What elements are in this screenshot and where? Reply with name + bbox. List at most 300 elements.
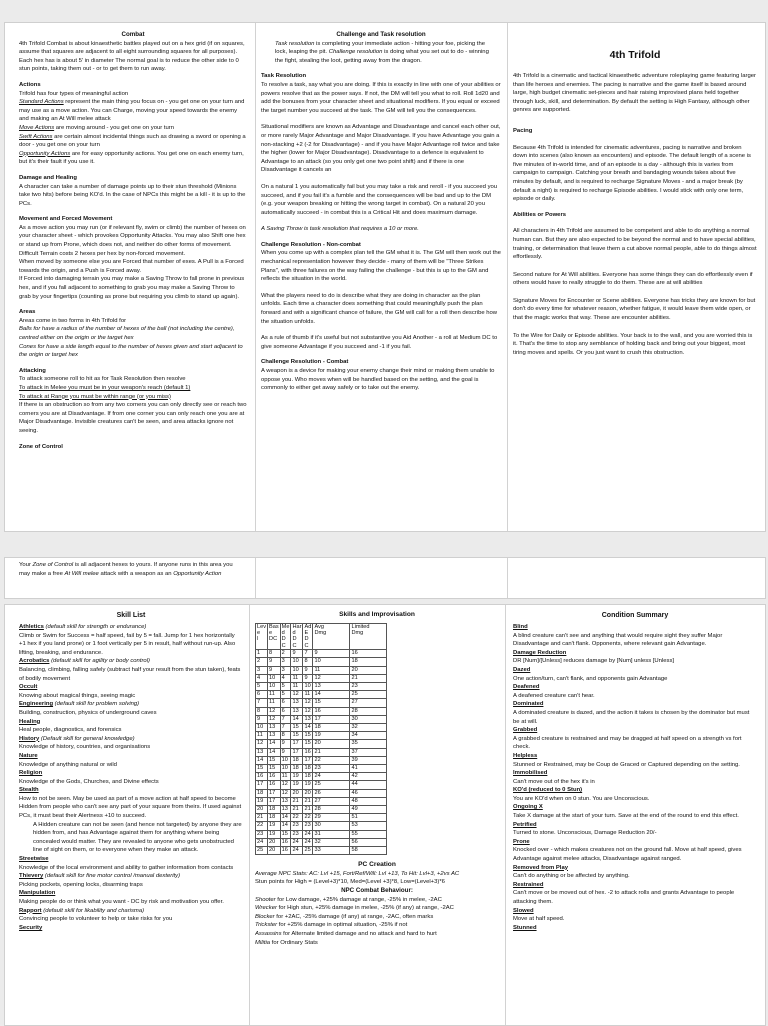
table-cell: 18	[303, 765, 313, 773]
condition-name: Dominated	[513, 701, 544, 708]
condition-name: Stunned	[513, 924, 537, 931]
saving-throw-text: A Saving Throw is task resolution that requires a 10 or more.	[261, 226, 419, 233]
skill-name: History	[19, 735, 40, 742]
table-row	[256, 674, 387, 682]
attacking-text-2: If there is an obstruction so from any two corners you can only directly see or reach two corners you are at Disadvantage. If from one corner you can only reach one you are at Major Disadvantage. Invisible creatures can't be seen, and area attacks ignore not seeing.	[19, 402, 247, 434]
zone-heading: Zone of Control	[19, 443, 63, 450]
table-cell: 23	[303, 822, 313, 830]
table-cell: 20	[350, 666, 387, 674]
condition-name: Ongoing X	[513, 804, 543, 811]
header-fragment: Limited	[351, 623, 370, 630]
column-divider	[255, 558, 256, 598]
table-row	[256, 658, 387, 666]
npc-type: Shooter	[255, 896, 276, 903]
skill-name: Healing	[19, 718, 41, 725]
table-cell: 48	[350, 797, 387, 805]
table-cell: 21	[313, 748, 350, 756]
table-cell: 55	[350, 830, 387, 838]
reference-page	[4, 604, 766, 1026]
table-row	[256, 847, 387, 855]
zone-of-control-box	[4, 557, 766, 599]
table-cell: 10	[280, 756, 291, 764]
table-cell: 7	[280, 724, 291, 732]
table-cell: 11	[268, 699, 281, 707]
conditions-title: Condition Summary	[601, 612, 669, 619]
table-cell: 21	[350, 674, 387, 682]
situational-text: Situational modifiers are known as Advantage and Disadvantage and cancel each other out, or more rarely Major Advantage and Major Disadvantage. If you have Advantage you gain a non-stacking +2 (-2 for Disadvantage) - and if you have Major Advantage roll twice and take the higher (lower for Major Disadvantage). Disadvantage to a defence is equivalent to Advantage to an attack (so you only get one two point shift) and if there is one Disadvantage it cancels an	[261, 124, 501, 174]
condition-list	[513, 623, 757, 932]
table-cell: 24	[313, 773, 350, 781]
skill-heading-line	[19, 657, 243, 666]
table-cell: 16	[280, 847, 291, 855]
npc-behaviour-list	[255, 896, 499, 948]
table-cell: 23	[291, 822, 303, 830]
table-cell: 18	[268, 814, 281, 822]
table-cell: 9	[268, 658, 281, 666]
table-cell: 17	[268, 797, 281, 805]
table-cell: 30	[350, 715, 387, 723]
table-row	[256, 838, 387, 846]
table-cell: 19	[268, 822, 281, 830]
areas-balls: Balls for have a radius of the number of hexes of the ball (not including the centre), centred either on the origin or the target hex	[19, 326, 235, 341]
skill-description: Convincing people to volunteer to help or take risks for you	[19, 916, 173, 923]
skill-list-column	[19, 611, 243, 1025]
skill-description: Knowledge of the Gods, Churches, and Divine effects	[19, 778, 159, 785]
skill-heading-line	[19, 735, 243, 744]
table-cell: 13	[268, 724, 281, 732]
skill-sub-description: A Hidden creature can not be seen (and hence not targeted) by anyone they are hidden from, and has Advantage against them for anything where being concealed would matter. They are revealed to anyone who gets unobstructed line of sight on them, or to everyone when they make an attack.	[33, 821, 242, 854]
skill-description: Building, construction, physics of underground caves	[19, 709, 157, 716]
skill-description: Balancing, climbing, falling safely (subtract half your result from the stun taken), feats of bodily movement	[19, 666, 241, 682]
pc-stun-line: Stun points for High = (Level+3)*10, Med=(Level +3)*8, Low=(Level+3)*6	[255, 879, 445, 886]
table-cell: 19	[313, 732, 350, 740]
table-cell: 13	[291, 707, 303, 715]
table-cell: 18	[350, 658, 387, 666]
table-cell: 19	[303, 781, 313, 789]
skill-description: Climb or Swim for Success = half speed, fail by 5 = fall. Jump for 1 hex horizontally +1 hex if you land prone) or 1 foot vertically per 5 in result, half without run-up. Also lifting, breaking, and endurance.	[19, 632, 236, 656]
table-cell: 15	[268, 756, 281, 764]
npc-type: Blocker	[255, 913, 275, 920]
zone-text: Your	[19, 562, 33, 568]
table-cell: 32	[313, 838, 350, 846]
areas-heading: Areas	[19, 309, 36, 316]
table-row	[256, 797, 387, 805]
npc-behaviour-line	[255, 896, 499, 905]
action-text: are certain almost incidental things such as drawing a sword or opening a door - you get one on your turn	[19, 133, 246, 149]
zone-of-control-text	[19, 561, 245, 595]
table-cell: 13	[313, 683, 350, 691]
header-fragment: Dmg	[351, 630, 364, 636]
npc-behaviour-line	[255, 921, 499, 930]
column-divider	[507, 23, 508, 531]
table-cell: 23	[350, 683, 387, 691]
table-cell: 53	[350, 822, 387, 830]
skill-heading-line	[19, 769, 243, 778]
players-text: What the players need to do is describe what they are doing in character as the plan unfolds. Each time a character does something that could meaningfully push the plan forward and with a significant chance of failure, the GM will call for a roll then describe how the situation unfolds.	[261, 292, 498, 325]
header-fragment: d	[292, 630, 296, 636]
condition-description: A blind creature can't see and anything that would require sight they suffer Major Disadvantage and can't flank. Opponents, where relevant gain Advantage.	[513, 632, 723, 648]
table-cell: 16	[268, 773, 281, 781]
condition-description: Move at half speed.	[513, 916, 565, 923]
trifold-title: 4th Trifold	[609, 49, 661, 61]
npc-behaviour-heading: NPC Combat Behaviour:	[341, 887, 413, 895]
table-cell: 25	[313, 781, 350, 789]
condition-name: Damage Reduction	[513, 649, 567, 656]
table-header-cell	[291, 623, 303, 650]
table-cell: 10	[268, 683, 281, 691]
pc-creation-title: PC Creation	[358, 861, 396, 869]
table-row	[256, 691, 387, 699]
table-cell: 13	[280, 806, 291, 814]
column-divider	[507, 558, 508, 598]
header-fragment: l	[257, 636, 259, 643]
combat-resolution-text: A weapon is a device for making your enemy change their mind or making them unable to oppose you. Who moves when will be handled based on the setting, and the goal is commonly to either get away safely or to take out the enemy.	[261, 368, 495, 392]
table-cell: 3	[280, 658, 291, 666]
abilities-text: All characters in 4th Trifold are assumed to be competent and able to do anything a normal human can. But they are also expected to be beyond the normal and to have special abilities, training, or determination that leave them a cut above normal people, able to do things almost effortlessly.	[513, 228, 757, 261]
table-cell: 18	[303, 773, 313, 781]
table-cell: 24	[291, 838, 303, 846]
table-cell: 20	[268, 838, 281, 846]
npc-description: for +25% damage in optimal situation, -25% if not	[277, 922, 408, 929]
header-fragment: E	[304, 630, 309, 636]
skill-note: (default skill for problem solving)	[53, 701, 140, 708]
table-cell: 4	[256, 674, 268, 682]
attacking-melee: To attack in Melee you must be in your weapon's reach (default 1)	[19, 384, 191, 391]
skill-note: (default skill for agility or body control)	[49, 658, 150, 665]
table-cell: 30	[313, 822, 350, 830]
npc-description: for Alternate limited damage and no attack and hard to hurt	[281, 931, 437, 938]
table-cell: 14	[303, 724, 313, 732]
table-cell: 12	[303, 699, 313, 707]
skill-name: Security	[19, 924, 43, 931]
condition-description: One action/turn, can't flank, and opponents gain Advantage	[513, 675, 668, 682]
action-text: are for easy opportunity actions. You get one on each enemy turn, but it's their fault if you use it.	[19, 150, 244, 166]
table-cell: 39	[350, 756, 387, 764]
npc-type: Assassins	[255, 931, 282, 938]
npc-type: Militia	[255, 939, 271, 946]
table-cell: 22	[313, 756, 350, 764]
attacking-text: To attack someone roll to hit as for Task Resolution then resolve	[19, 376, 186, 383]
table-cell: 27	[313, 797, 350, 805]
skill-heading-line	[19, 718, 243, 727]
skill-description: Making people do or think what you want - DC by risk and motivation you offer.	[19, 899, 224, 905]
action-text: are moving around - you get one on your turn	[54, 124, 174, 131]
condition-description: A dominated creature is dazed, and the action it takes is chosen by the dominator but must be at will.	[513, 709, 750, 725]
table-cell: 24	[291, 847, 303, 855]
table-cell: 7	[280, 715, 291, 723]
condition-name: Dazed	[513, 666, 531, 673]
table-cell: 14	[280, 814, 291, 822]
header-fragment: C	[281, 642, 286, 649]
table-cell: 23	[313, 765, 350, 773]
condition-name: Immobilised	[513, 770, 548, 777]
challenge-title: Challenge and Task resolution	[336, 31, 426, 38]
condition-name: Slowed	[513, 907, 534, 914]
table-cell: 21	[303, 806, 313, 814]
table-row	[256, 789, 387, 797]
actions-intro: Trifold has four types of meaningful action	[19, 90, 129, 97]
intro-text: is doing what you set out to do - winning the fight, stealing the loot, getting away from the dragon.	[275, 49, 489, 64]
table-cell: 22	[291, 814, 303, 822]
condition-name: Prone	[513, 838, 530, 845]
trifold-intro: 4th Trifold is a cinematic and tactical kinaesthetic adventure roleplaying game featuring larger than life heroes and enemies. The pacing is narrative and the game itself is based around large, high budget cinematic set-pieces and hair raising improvised plans held together through luck, skill, and determination. By default the setting is High Fantasy, although other genres are supported.	[513, 73, 756, 114]
table-cell: 15	[303, 732, 313, 740]
condition-description: DR [Num]/[Unless] reduces damage by [Num] unless [Unless]	[513, 658, 675, 665]
table-cell: 1	[256, 650, 268, 658]
pacing-text: Because 4th Trifold is intended for cinematic adventures, pacing is narrative and broken down into scenes (also known as encounters) and episode. The default length of a scene is five minutes of in-world time, and of an episode is a day - although this is varies from campaign to campaign. Catching your breath and bandaging wounds takes about five minutes by default, and is required to recharge Signature Moves - and a major break (by default a night) is required to recharge Episode abilities. I would stick with only one term, episode or daily.	[513, 144, 751, 203]
table-body	[256, 650, 387, 855]
header-fragment: Dmg	[314, 630, 327, 636]
table-cell: 6	[280, 707, 291, 715]
table-cell: 15	[268, 765, 281, 773]
table-cell: 16	[280, 838, 291, 846]
table-cell: 16	[313, 707, 350, 715]
table-cell: 15	[303, 740, 313, 748]
condition-name: Grabbed	[513, 727, 538, 734]
table-cell: 35	[350, 740, 387, 748]
npc-behaviour-line	[255, 930, 499, 939]
table-cell: 2	[280, 650, 291, 658]
table-cell: 9	[303, 674, 313, 682]
table-cell: 21	[291, 797, 303, 805]
table-cell: 24	[303, 838, 313, 846]
table-cell: 34	[350, 732, 387, 740]
condition-description: A deafened creature can't hear.	[513, 692, 595, 699]
skill-description: Picking pockets, opening locks, disarming traps	[19, 881, 143, 888]
table-cell: 17	[268, 789, 281, 797]
skill-name: Streetwise	[19, 856, 49, 863]
table-row	[256, 773, 387, 781]
areas-text: Areas come in two forms in 4th Trifold for	[19, 317, 127, 324]
condition-description: Can't do anything or be affected by anything.	[513, 873, 630, 880]
table-cell: 16	[350, 650, 387, 658]
table-cell: 4	[280, 674, 291, 682]
attacking-heading: Attacking	[19, 367, 46, 374]
npc-description: for Low damage, +25% damage at range, -25% in melee, -2AC	[275, 896, 442, 903]
table-cell: 17	[303, 756, 313, 764]
table-cell: 5	[280, 691, 291, 699]
combat-resolution-heading: Challenge Resolution - Combat	[261, 359, 349, 366]
table-cell: 15	[291, 724, 303, 732]
table-cell: 23	[256, 830, 268, 838]
table-cell: 14	[280, 822, 291, 830]
table-cell: 19	[256, 797, 268, 805]
skill-heading-line	[19, 855, 243, 864]
skill-heading-line	[19, 924, 243, 933]
skill-name: Religion	[19, 770, 43, 777]
table-cell: 13	[291, 699, 303, 707]
skill-heading-line	[19, 752, 243, 761]
skill-description: How to not be seen. May be used as part of a move action at half speed to become Hidden from people who can't see any part of your square from theirs. If used against PCs, it must beat their Alertness +10 to succeed.	[19, 795, 242, 820]
table-cell: 11	[291, 674, 303, 682]
table-cell: 13	[268, 732, 281, 740]
table-cell: 25	[350, 691, 387, 699]
skill-note: (default skill for fine motor control /manual dexterity)	[43, 873, 181, 880]
table-header-cell	[280, 623, 291, 650]
table-cell: 10	[291, 658, 303, 666]
action-term: Move Actions	[19, 124, 55, 131]
table-cell: 9	[291, 650, 303, 658]
table-cell: 18	[291, 756, 303, 764]
table-cell: 3	[280, 666, 291, 674]
table-cell: 11	[303, 691, 313, 699]
table-cell: 18	[313, 724, 350, 732]
action-term: Opportunity Actions	[19, 150, 71, 157]
table-cell: 14	[268, 740, 281, 748]
header-fragment: Ad	[304, 623, 312, 630]
zone-term: Opportunity Action	[173, 570, 222, 577]
skill-name: Rapport	[19, 907, 42, 914]
table-cell: 12	[303, 707, 313, 715]
skill-heading-line	[19, 683, 243, 692]
header-fragment: Bas	[269, 623, 279, 630]
action-opportunity	[19, 150, 247, 167]
table-cell: 58	[350, 847, 387, 855]
improvisation-column	[255, 611, 499, 1025]
npc-behaviour-line	[255, 913, 499, 922]
table-cell: 11	[291, 683, 303, 691]
combat-column	[19, 31, 247, 529]
table-cell: 10	[268, 674, 281, 682]
table-cell: 37	[350, 748, 387, 756]
skill-description: Knowledge of the local environment and ability to gather information from contacts	[19, 864, 234, 871]
table-cell: 41	[350, 765, 387, 773]
table-cell: 14	[313, 691, 350, 699]
npc-type: Trickster	[255, 922, 278, 929]
table-row	[256, 650, 387, 658]
table-cell: 8	[268, 650, 281, 658]
condition-name: Blind	[513, 624, 528, 630]
table-cell: 25	[256, 847, 268, 855]
table-cell: 15	[280, 830, 291, 838]
natural-roll-text: On a natural 1 you automatically fail but you may take a risk and reroll - if you succeed you succeed, and if you fail it's a fumble and the consequences will be bad and up to the DM (e.g. your weapon breaking or hitting the wrong target in combat). On a natural 20 you automatically succeed - in combat this is a Critical Hit and does maximum damage.	[261, 183, 498, 216]
table-row	[256, 699, 387, 707]
table-cell: 10	[313, 658, 350, 666]
table-cell: 3	[256, 666, 268, 674]
challenge-column	[261, 31, 501, 529]
table-cell: 14	[256, 756, 268, 764]
table-row	[256, 814, 387, 822]
skill-name: Occult	[19, 684, 38, 691]
table-row	[256, 683, 387, 691]
table-cell: 8	[256, 707, 268, 715]
table-header-cell	[313, 623, 350, 650]
table-row	[256, 666, 387, 674]
table-header-cell	[350, 623, 387, 650]
table-cell: 14	[291, 715, 303, 723]
abilities-heading: Abilities or Powers	[513, 211, 567, 218]
table-row	[256, 732, 387, 740]
action-term: Swift Actions	[19, 133, 53, 140]
skill-heading-line	[19, 907, 243, 916]
table-cell: 56	[350, 838, 387, 846]
action-swift	[19, 133, 247, 150]
table-row	[256, 765, 387, 773]
table-cell: 13	[256, 748, 268, 756]
actions-heading: Actions	[19, 81, 41, 88]
areas-cones: Cones for have a side length equal to the number of hexes given and start adjacent to the origin or target hex	[19, 343, 243, 359]
table-cell: 6	[280, 699, 291, 707]
action-move	[19, 124, 247, 133]
skill-heading-line	[19, 700, 243, 709]
condition-description: A grabbed creature is restrained and may be dragged at half speed on a strength vs fort check.	[513, 735, 742, 751]
table-cell: 9	[313, 650, 350, 658]
npc-description: for Ordinary Stats	[270, 939, 318, 946]
table-header-cell	[303, 623, 313, 650]
table-cell: 10	[280, 765, 291, 773]
condition-name: Helpless	[513, 752, 538, 759]
column-divider	[249, 605, 250, 1025]
table-cell: 10	[291, 666, 303, 674]
npc-behaviour-line	[255, 939, 499, 948]
header-fragment: C	[292, 642, 297, 649]
table-cell: 9	[268, 666, 281, 674]
table-row	[256, 822, 387, 830]
skill-name: Stealth	[19, 787, 39, 794]
table-cell: 12	[280, 781, 291, 789]
table-cell: 15	[313, 699, 350, 707]
table-cell: 20	[256, 806, 268, 814]
header-fragment: e	[257, 630, 261, 636]
skill-note: (default skill for likability and charisma)	[41, 907, 145, 914]
zone-term: At Will melee	[64, 570, 99, 577]
table-cell: 22	[303, 814, 313, 822]
table-cell: 29	[313, 814, 350, 822]
table-row	[256, 707, 387, 715]
header-fragment: e	[269, 630, 273, 636]
skill-list-title: Skill List	[116, 612, 146, 619]
table-cell: 18	[256, 789, 268, 797]
noncombat-heading: Challenge Resolution - Non-combat	[261, 241, 361, 248]
header-fragment: C	[304, 642, 309, 649]
table-cell: 23	[291, 830, 303, 838]
skill-description: Knowledge of history, countries, and organisations	[19, 744, 151, 751]
rule-of-thumb-text: As a rule of thumb if it's useful but not substantive you Aid Another - a roll at Medium DC to give someone Advantage if you succeed and -1 if you fail.	[261, 335, 498, 350]
table-row	[256, 806, 387, 814]
header-fragment: D	[281, 636, 286, 643]
table-cell: 10	[256, 724, 268, 732]
table-row	[256, 781, 387, 789]
table-cell: 27	[350, 699, 387, 707]
table-cell: 12	[291, 691, 303, 699]
table-cell: 12	[313, 674, 350, 682]
table-header-cell	[268, 623, 281, 650]
table-cell: 20	[291, 789, 303, 797]
trifold-front-page	[4, 22, 766, 532]
skill-name: Manipulation	[19, 890, 56, 897]
table-cell: 11	[268, 691, 281, 699]
zone-text: is all adjacent hexes to yours. If anyone runs in this area you may make a free	[19, 562, 233, 577]
table-cell: 5	[256, 683, 268, 691]
condition-description: Can't move or be moved out of hex. -2 to attack rolls and grants Advantage to people attacking them.	[513, 890, 735, 905]
skill-note: (Default skill for general knowledge)	[39, 735, 135, 742]
npc-behaviour-line	[255, 904, 499, 913]
header-fragment: d	[281, 630, 285, 636]
table-cell: 18	[291, 765, 303, 773]
challenge-intro	[261, 40, 501, 66]
task-heading: Task Resolution	[261, 73, 307, 80]
npc-type: Wrecker	[255, 905, 277, 912]
table-cell: 9	[280, 740, 291, 748]
table-cell: 20	[268, 847, 281, 855]
skill-list	[19, 623, 243, 932]
pacing-heading: Pacing	[513, 127, 533, 134]
header-fragment: Lev	[257, 623, 267, 630]
table-cell: 19	[268, 830, 281, 838]
table-cell: 10	[303, 683, 313, 691]
skill-heading-line	[19, 889, 243, 898]
table-row	[256, 830, 387, 838]
